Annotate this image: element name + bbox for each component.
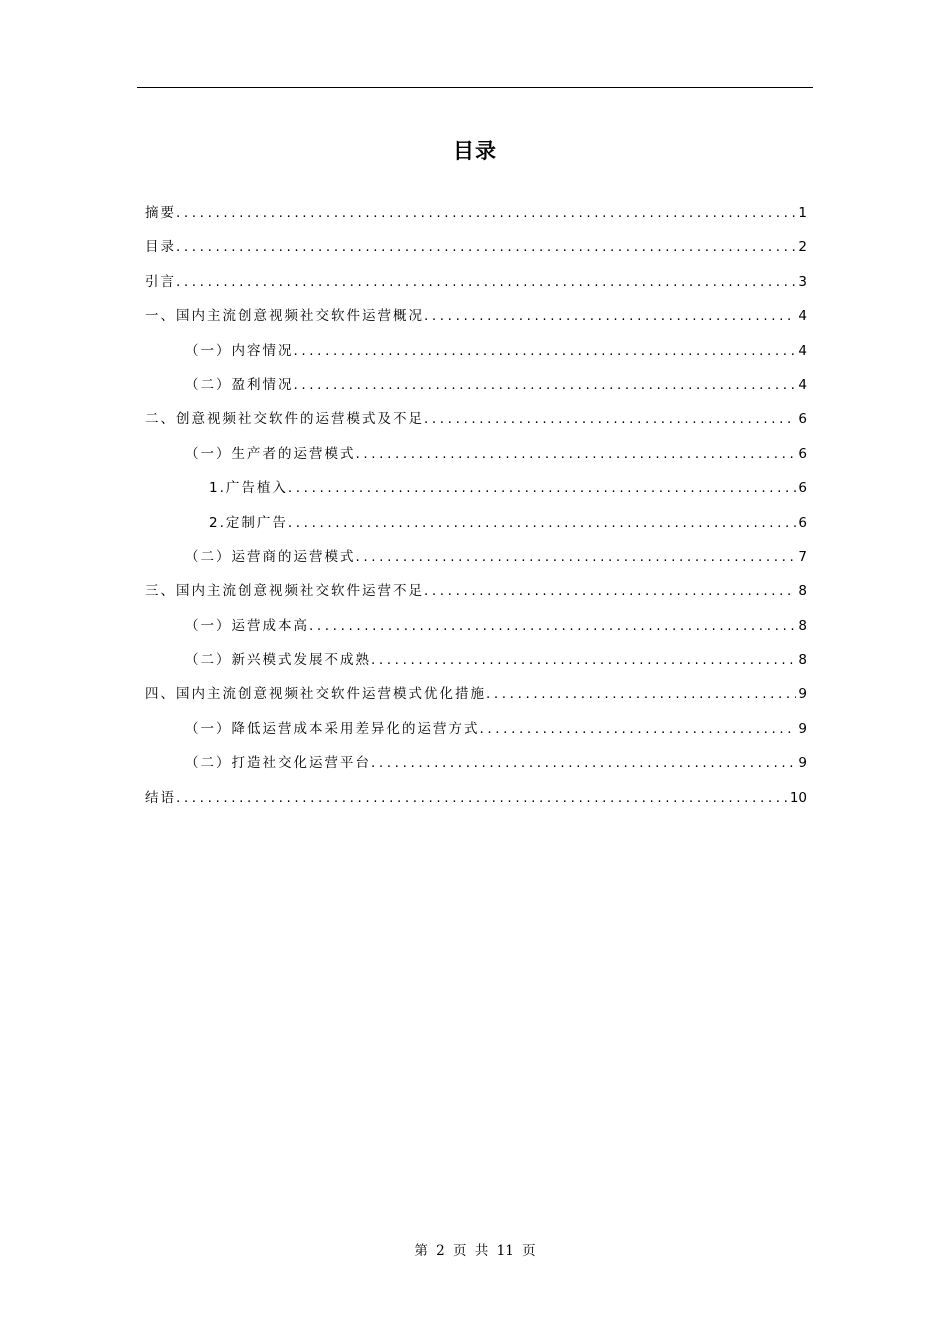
toc-entry-label: 一、国内主流创意视频社交软件运营概况 xyxy=(145,308,424,325)
toc-entry-page-number: 9 xyxy=(798,720,807,737)
toc-entry-page-number: 6 xyxy=(798,480,807,497)
toc-entry-label: 2.定制广告 xyxy=(209,514,288,531)
toc-entry-page-number: 8 xyxy=(798,583,807,600)
toc-entry[interactable] xyxy=(145,579,807,613)
toc-entry-label: 摘要 xyxy=(145,205,176,221)
toc-entry[interactable] xyxy=(145,407,807,441)
toc-entry[interactable] xyxy=(145,304,807,338)
toc-entry-page-number: 8 xyxy=(798,652,807,669)
toc-entry-page-number: 6 xyxy=(798,445,807,462)
toc-entry-page-number: 8 xyxy=(798,617,807,634)
toc-entry-label: （一）运营成本高 xyxy=(185,617,309,634)
toc-dot-leader xyxy=(294,373,797,397)
toc-entry-label: （二）打造社交化运营平台 xyxy=(185,755,371,772)
toc-entry-label: （二）新兴模式发展不成熟 xyxy=(185,652,371,669)
toc-entry-label: 二、创意视频社交软件的运营模式及不足 xyxy=(145,411,424,428)
toc-entry[interactable] xyxy=(145,339,807,373)
toc-entry[interactable] xyxy=(145,201,807,235)
toc-entry[interactable] xyxy=(145,614,807,648)
toc-dot-leader xyxy=(176,201,796,225)
toc-entry-page-number: 4 xyxy=(798,308,807,325)
toc-dot-leader xyxy=(356,545,797,569)
toc-entry[interactable] xyxy=(145,751,807,785)
toc-entry[interactable] xyxy=(145,442,807,476)
toc-entry-label: 四、国内主流创意视频社交软件运营模式优化措施 xyxy=(145,686,486,703)
toc-entry-page-number: 2 xyxy=(798,239,807,256)
toc-dot-leader xyxy=(371,648,796,672)
toc-entry-label: （二）盈利情况 xyxy=(185,376,294,393)
toc-entry-page-number: 9 xyxy=(798,755,807,772)
toc-entry-page-number: 7 xyxy=(798,548,807,565)
page-footer: 第 2 页 共 11 页 xyxy=(414,1243,536,1259)
toc-dot-leader xyxy=(176,786,788,810)
toc-entry-label: （一）生产者的运营模式 xyxy=(185,445,356,462)
toc-dot-leader xyxy=(288,511,797,535)
toc-dot-leader xyxy=(176,270,796,294)
toc-dot-leader xyxy=(424,304,796,328)
toc-entry-page-number: 6 xyxy=(798,514,807,531)
toc-entry[interactable] xyxy=(145,786,807,820)
toc-dot-leader xyxy=(486,682,796,706)
toc-entry-page-number: 10 xyxy=(789,789,807,806)
toc-entry-page-number: 6 xyxy=(798,411,807,428)
toc-entry-label: （一）内容情况 xyxy=(185,342,294,359)
toc-entry[interactable] xyxy=(145,373,807,407)
toc-entry-label: 结语 xyxy=(145,789,176,806)
toc-entry[interactable] xyxy=(145,270,807,304)
toc-dot-leader xyxy=(176,235,796,259)
toc-dot-leader xyxy=(424,579,796,603)
toc-entry-label: （一）降低运营成本采用差异化的运营方式 xyxy=(185,720,480,737)
toc-dot-leader xyxy=(309,614,796,638)
toc-entry-page-number: 4 xyxy=(798,342,807,359)
toc-dot-leader xyxy=(356,442,797,466)
toc-entry[interactable] xyxy=(145,648,807,682)
toc-entry-page-number: 3 xyxy=(798,273,807,290)
toc-entry-label: （二）运营商的运营模式 xyxy=(185,548,356,565)
toc-entry[interactable] xyxy=(145,682,807,716)
toc-entry-page-number: 1 xyxy=(798,205,807,221)
toc-entry-page-number: 9 xyxy=(798,686,807,703)
table-of-contents xyxy=(145,201,807,820)
toc-dot-leader xyxy=(294,339,797,363)
toc-entry-page-number: 4 xyxy=(798,376,807,393)
toc-entry-label: 三、国内主流创意视频社交软件运营不足 xyxy=(145,583,424,600)
toc-entry[interactable] xyxy=(145,545,807,579)
page-title: 目录 xyxy=(453,139,497,163)
header-rule xyxy=(137,87,813,88)
toc-entry-label: 目录 xyxy=(145,239,176,256)
toc-entry-label: 引言 xyxy=(145,273,176,290)
toc-dot-leader xyxy=(480,717,797,741)
toc-entry[interactable] xyxy=(145,717,807,751)
toc-dot-leader xyxy=(288,476,797,500)
toc-entry[interactable] xyxy=(145,476,807,510)
toc-dot-leader xyxy=(424,407,796,431)
toc-dot-leader xyxy=(371,751,796,775)
toc-entry-label: 1.广告植入 xyxy=(209,480,288,497)
toc-entry[interactable] xyxy=(145,511,807,545)
toc-entry[interactable] xyxy=(145,235,807,269)
